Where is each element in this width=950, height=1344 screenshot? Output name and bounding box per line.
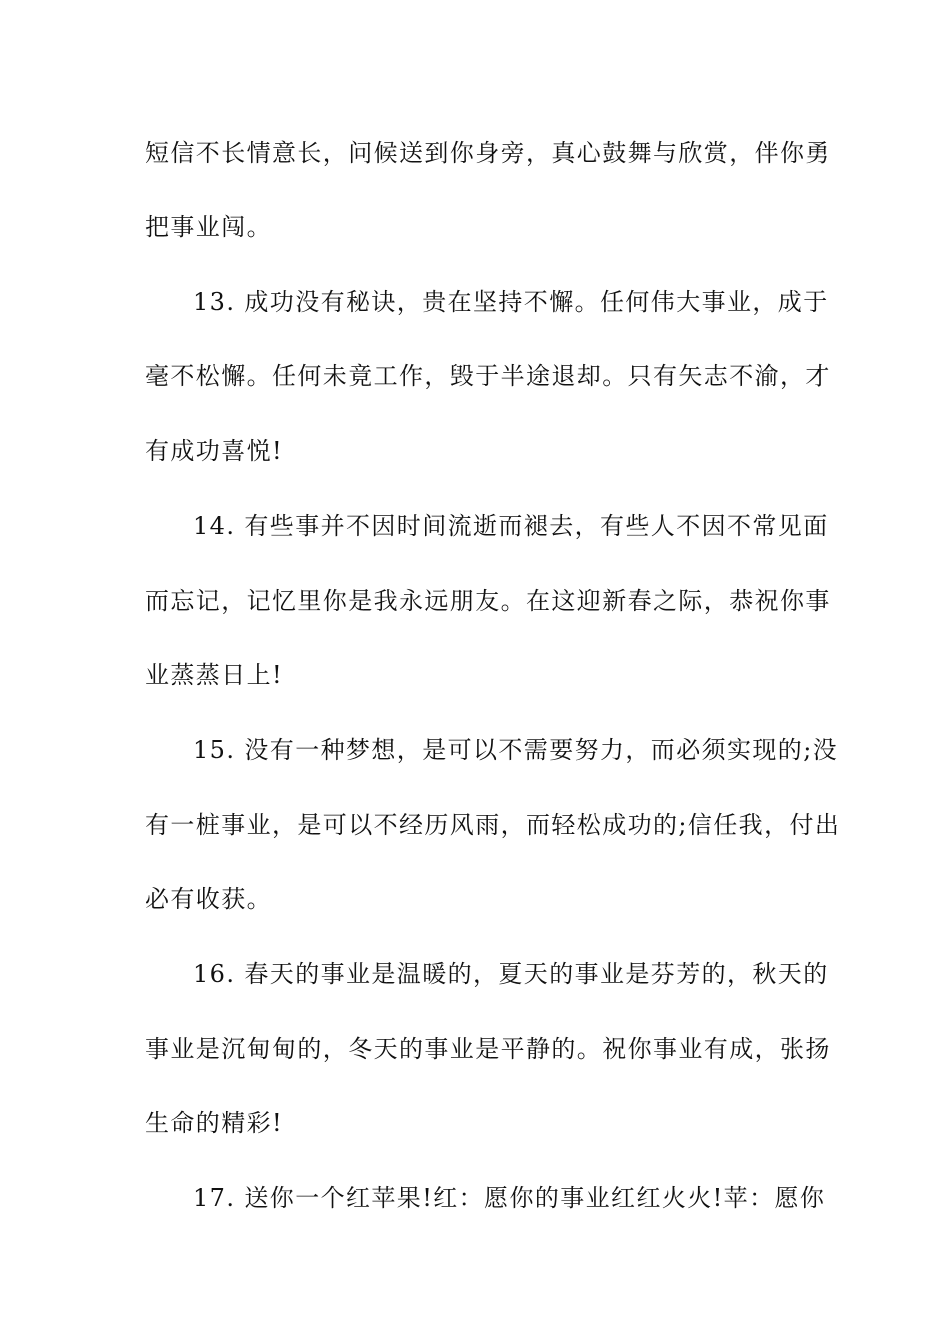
text-line: 有一桩事业，是可以不经历风雨，而轻松成功的;信任我，付出	[145, 811, 841, 839]
item-13-start: 13. 成功没有秘诀，贵在坚持不懈。任何伟大事业，成于	[193, 288, 829, 316]
text-line: 业蒸蒸日上!	[145, 661, 284, 689]
item-14-start: 14. 有些事并不因时间流逝而褪去，有些人不因不常见面	[193, 512, 829, 540]
item-17-start: 17. 送你一个红苹果!红：愿你的事业红红火火!苹：愿你	[193, 1184, 826, 1212]
text-line: 生命的精彩!	[145, 1109, 284, 1137]
item-15-start: 15. 没有一种梦想，是可以不需要努力，而必须实现的;没	[193, 736, 839, 764]
text-line: 必有收获。	[145, 885, 272, 913]
text-line: 事业是沉甸甸的，冬天的事业是平静的。祝你事业有成，张扬	[145, 1035, 831, 1063]
text-line: 而忘记，记忆里你是我永远朋友。在这迎新春之际，恭祝你事	[145, 587, 831, 615]
text-line: 短信不长情意长，问候送到你身旁，真心鼓舞与欣赏，伴你勇	[145, 139, 831, 167]
text-line: 有成功喜悦!	[145, 437, 284, 465]
item-16-start: 16. 春天的事业是温暖的，夏天的事业是芬芳的，秋天的	[193, 960, 829, 988]
text-line: 把事业闯。	[145, 213, 272, 241]
text-line: 毫不松懈。任何未竟工作，毁于半途退却。只有矢志不渝，才	[145, 362, 831, 390]
